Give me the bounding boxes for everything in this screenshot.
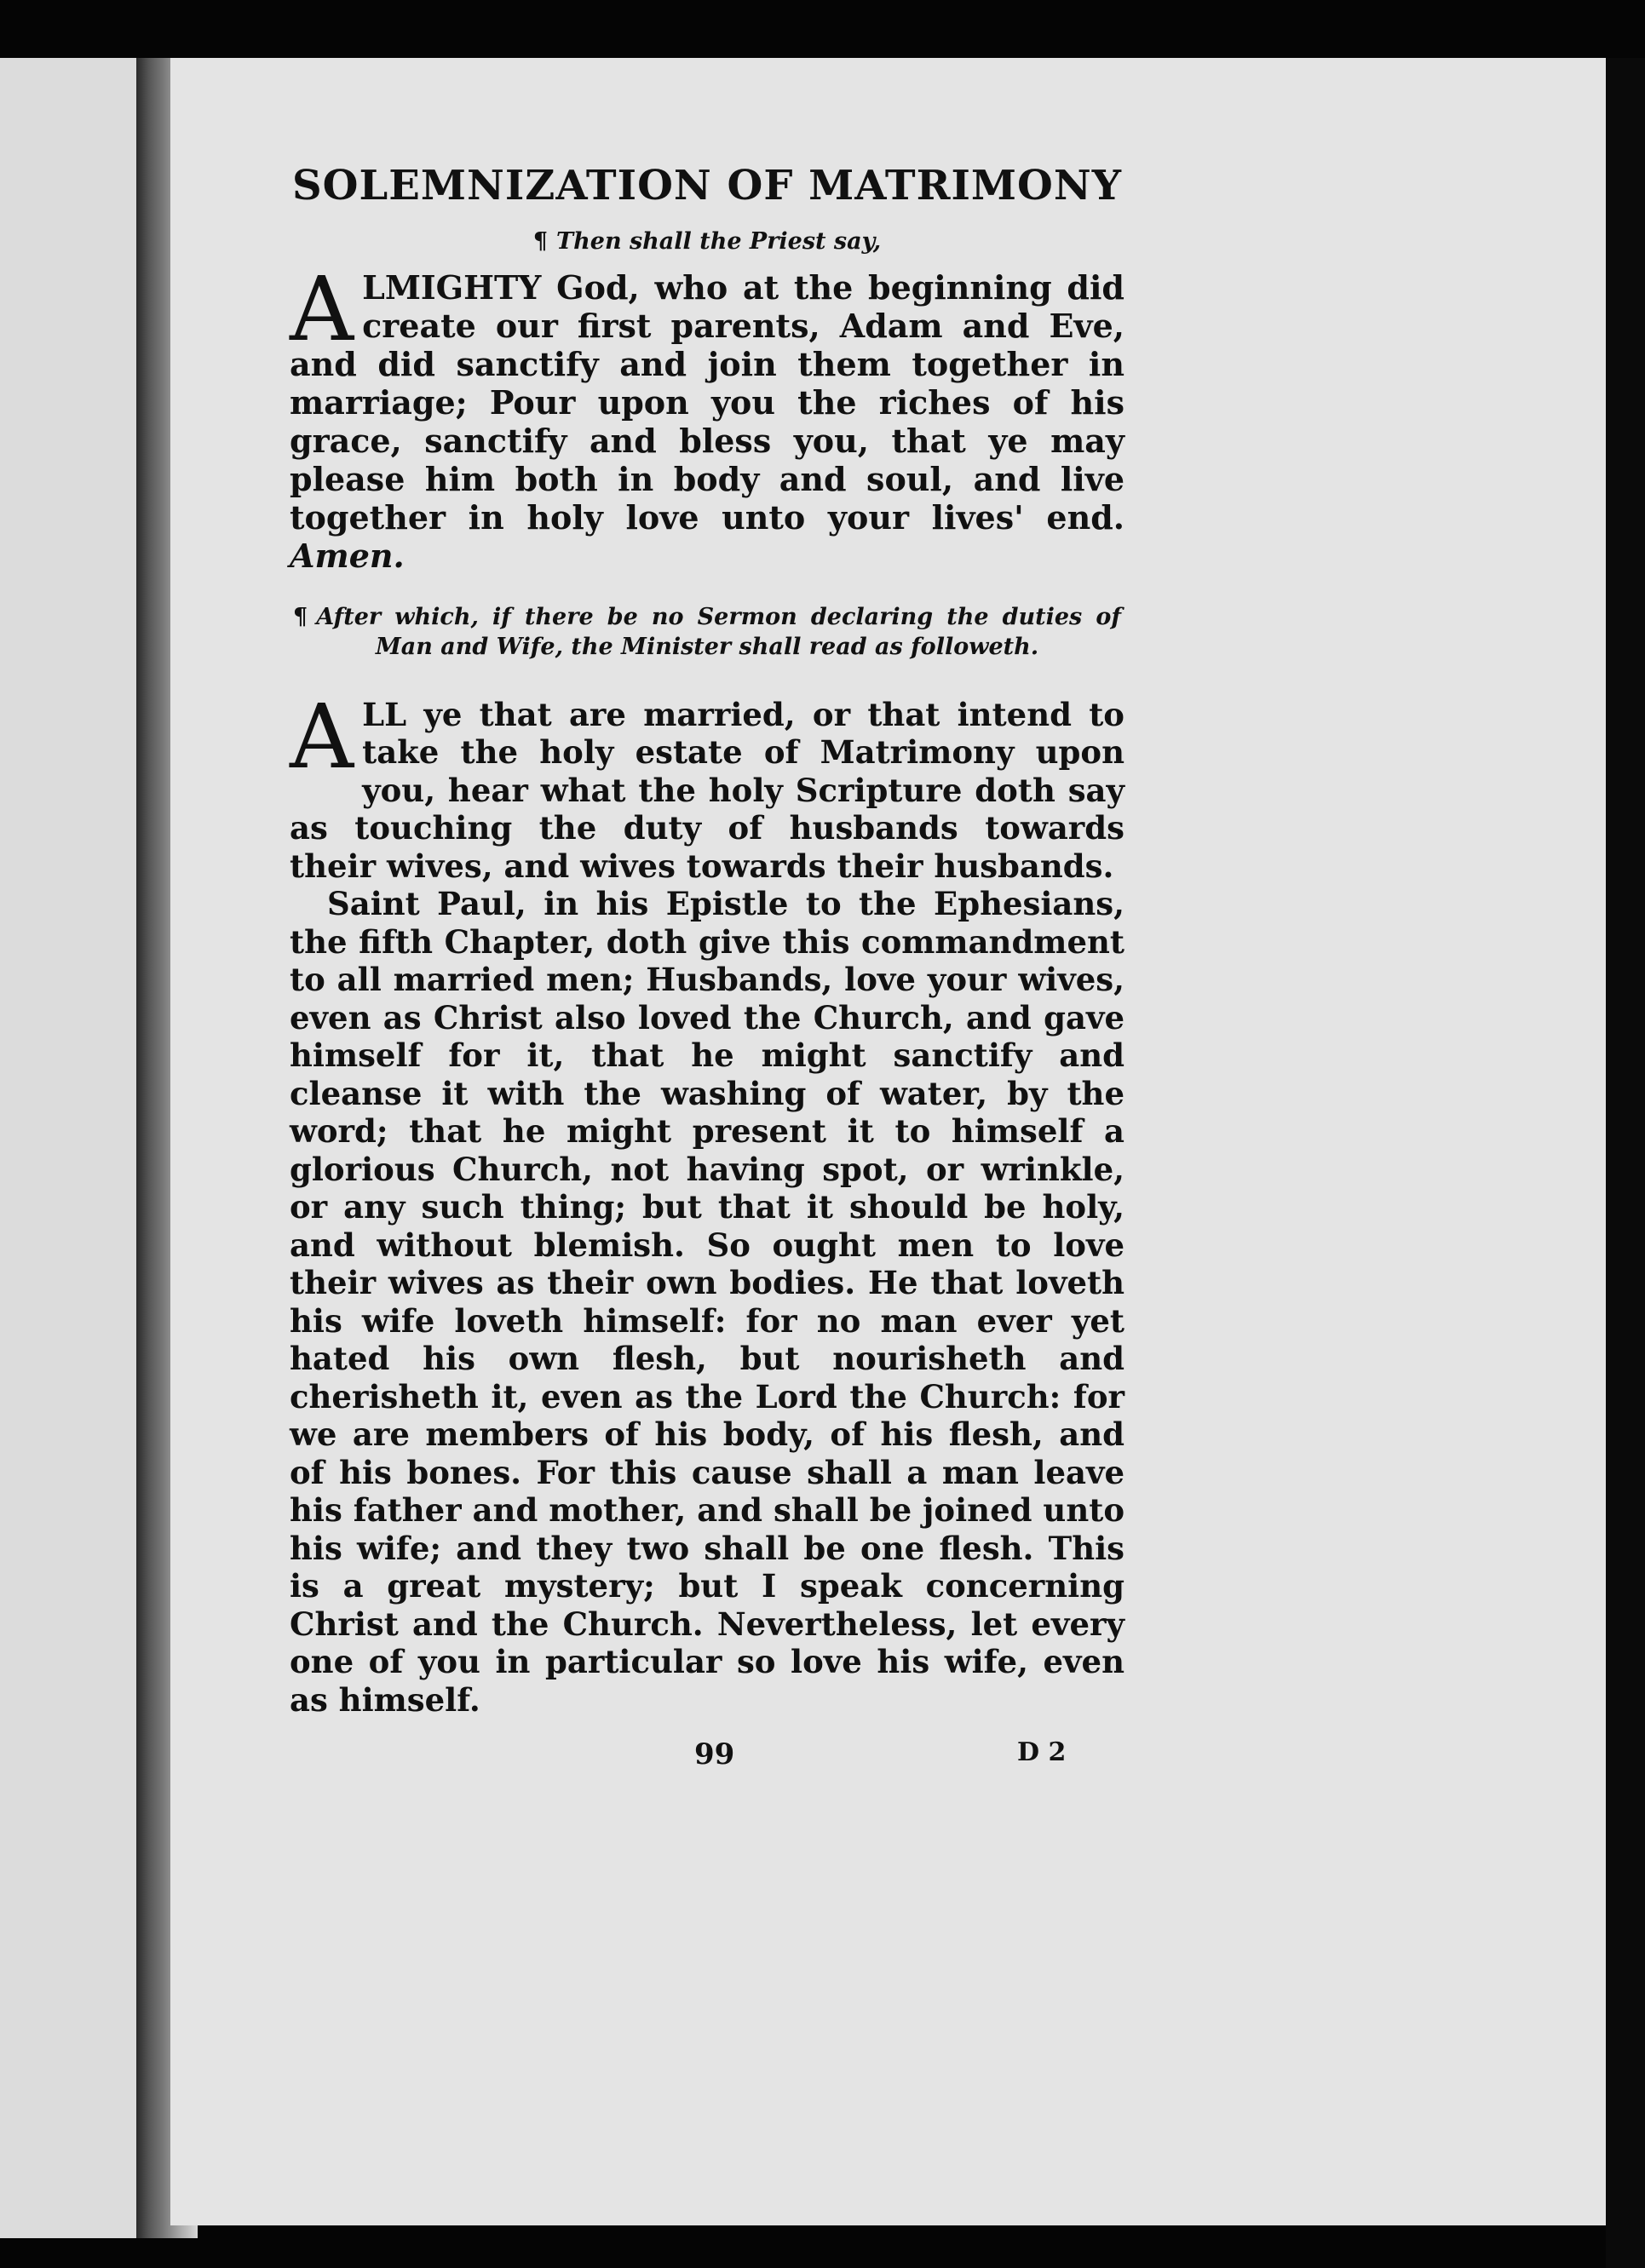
blessing-prayer (290, 256, 1124, 575)
facing-page-edge (0, 58, 143, 2238)
drop-cap: A (290, 684, 354, 789)
scan-border (1606, 58, 1645, 2268)
drop-cap: A (290, 256, 354, 361)
exhortation-paragraph-2: Saint Paul, in his Epistle to the Ephesians, the fifth Chapter, doth give this commandment to all married men; Husbands, love your wives, even as Christ also loved the Church, and gave himself for it, that he might sanctify and cleanse it with the washing of water, by the word; that he might present it to himself a glorious Church, not having spot, or wrinkle, or any such thing; but that it should be holy, and without blemish. So ought men to love their wives as their own bodies. He that loveth his wife loveth himself: for no man ever yet hated his own flesh, but nourisheth and cherisheth it, even as the Lord the Church: for we are members of his body, of his flesh, and of his bones. For this cause shall a man leave his father and mother, and shall be joined unto his wife; and they two shall be one flesh. This is a great mystery; but I speak concerning Christ and the Church. Nevertheless, let every one of you in particular so love his wife, even as himself. (290, 885, 1124, 1719)
page-footer (290, 1737, 1124, 1780)
prayer-text: LMIGHTY God, who at the beginning did create our first parents, Adam and Eve, and did sanctify and join them together in marriage; Pour upon you the riches of his grace, sanctify and bless you, that ye may please him both in body and soul, and live together in holy love unto your lives' end. (290, 267, 1124, 537)
amen: Amen. (290, 536, 405, 575)
text-block (290, 162, 1124, 1780)
paragraph-text: LL ye that are married, or that intend to take the holy estate of Matrimony upon you, hear what the holy Scripture doth say as touching the duty of husbands towards their wives, and wives towards their husbands. (290, 695, 1124, 885)
rubric-text: Then shall the Priest say, (556, 227, 882, 255)
signature-mark: D 2 (1017, 1737, 1067, 1768)
rubric-text: After which, if there be no Sermon declaring the duties of Man and Wife, the Minister shall read as followeth. (316, 603, 1121, 660)
page-number: 99 (694, 1737, 735, 1772)
pilcrow-icon: ¶ (532, 227, 549, 255)
page-title: SOLEMNIZATION OF MATRIMONY (292, 162, 1122, 210)
rubric-after-which (290, 602, 1124, 662)
rubric-priest-say (290, 227, 1124, 256)
exhortation-paragraph-1 (290, 684, 1124, 886)
pilcrow-icon: ¶ (293, 603, 308, 630)
